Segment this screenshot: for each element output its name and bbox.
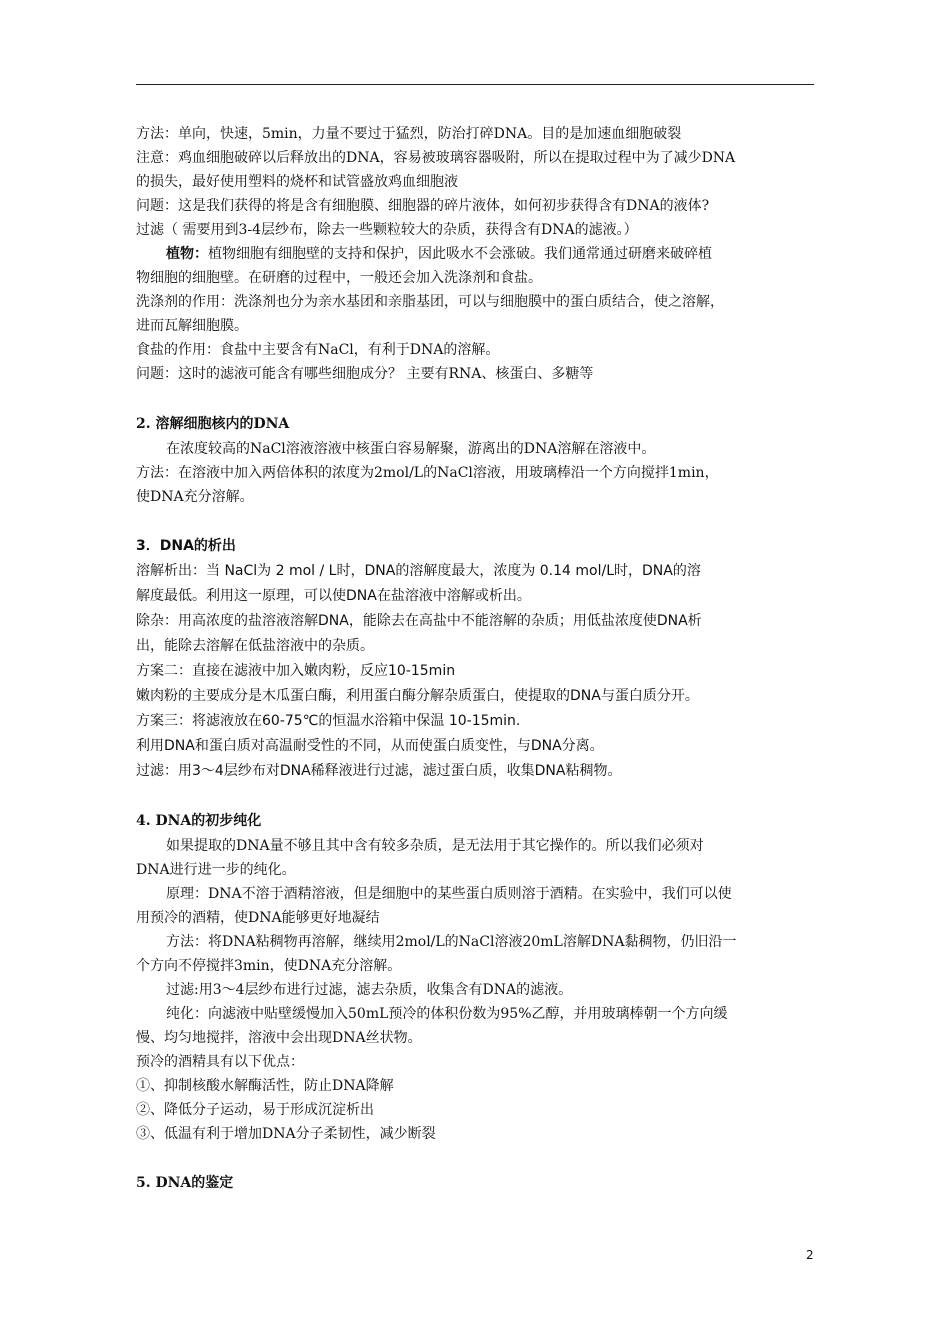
section-5-heading: 5. DNA的鉴定 <box>136 1175 234 1191</box>
paragraph-line: 过滤:用3～4层纱布进行过滤，滤去杂质，收集含有DNA的滤液。 <box>166 982 573 998</box>
spacer <box>136 784 816 808</box>
paragraph-line: 用预冷的酒精，使DNA能够更好地凝结 <box>136 910 380 926</box>
plant-label: 植物： <box>166 246 208 262</box>
paragraph-line: 洗涤剂的作用：洗涤剂也分为亲水基团和亲脂基团，可以与细胞膜中的蛋白质结合，使之溶解， <box>136 294 724 310</box>
section-4-body <box>136 834 816 1146</box>
paragraph-line: 过滤：用3～4层纱布对DNA稀释液进行过滤，滤过蛋白质，收集DNA粘稠物。 <box>136 763 622 779</box>
paragraph-line: 解度最低。利用这一原理，可以使DNA在盐溶液中溶解或析出。 <box>136 588 531 604</box>
header-rule <box>136 84 814 85</box>
paragraph-line: 预冷的酒精具有以下优点： <box>136 1054 304 1070</box>
spacer <box>136 386 816 411</box>
spacer <box>136 509 816 534</box>
plant-text: 植物细胞有细胞壁的支持和保护，因此吸水不会涨破。我们通常通过研磨来破碎植 <box>208 246 712 262</box>
section-4-heading: 4. DNA的初步纯化 <box>136 813 262 829</box>
paragraph-line: DNA进行进一步的纯化。 <box>136 862 296 878</box>
paragraph-line: 物细胞的细胞壁。在研磨的过程中，一般还会加入洗涤剂和食盐。 <box>136 270 542 286</box>
paragraph-line: 原理：DNA不溶于酒精溶液，但是细胞中的某些蛋白质则溶于酒精。在实验中，我们可以使 <box>166 886 732 902</box>
page-number: 2 <box>806 1248 814 1262</box>
paragraph-line: 方法：在溶液中加入两倍体积的浓度为2mol/L的NaCl溶液，用玻璃棒沿一个方向搅拌1min， <box>136 465 719 481</box>
paragraph-line: 慢、均匀地搅拌，溶液中会出现DNA丝状物。 <box>136 1030 422 1046</box>
paragraph-line: 食盐的作用：食盐中主要含有NaCl，有利于DNA的溶解。 <box>136 342 500 358</box>
paragraph-line: 在浓度较高的NaCl溶液溶液中核蛋白容易解聚，游离出的DNA溶解在溶液中。 <box>166 441 656 457</box>
paragraph-line: 出，能除去溶解在低盐溶液中的杂质。 <box>136 638 374 654</box>
paragraph-line: 如果提取的DNA量不够且其中含有较多杂质，是无法用于其它操作的。所以我们必须对 <box>166 838 704 854</box>
spacer <box>136 1146 816 1170</box>
paragraph-line: 嫩肉粉的主要成分是木瓜蛋白酶，利用蛋白酶分解杂质蛋白，使提取的DNA与蛋白质分开。 <box>136 688 699 704</box>
paragraph-line: ③、低温有利于增加DNA分子柔韧性，减少断裂 <box>136 1126 436 1142</box>
paragraph-line: 个方向不停搅拌3min，使DNA充分溶解。 <box>136 958 402 974</box>
paragraph-line: 利用DNA和蛋白质对高温耐受性的不同，从而使蛋白质变性，与DNA分离。 <box>136 738 604 754</box>
paragraph-line: 问题：这时的滤液可能含有哪些细胞成分？ 主要有RNA、核蛋白、多糖等 <box>136 366 594 382</box>
section-2-heading: 2. 溶解细胞核内的DNA <box>136 416 290 432</box>
paragraph-line: 除杂：用高浓度的盐溶液溶解DNA，能除去在高盐中不能溶解的杂质；用低盐浓度使DNA析 <box>136 613 702 629</box>
plant-paragraph <box>136 242 816 266</box>
paragraph-line: 溶解析出：当 NaCl为 2 mol / L时，DNA的溶解度最大，浓度为 0.14 mol/L时，DNA的溶 <box>136 563 701 579</box>
paragraph-line: 进而瓦解细胞膜。 <box>136 318 248 334</box>
document-body <box>136 122 816 1196</box>
paragraph-line: 使DNA充分溶解。 <box>136 489 254 505</box>
paragraph-line: 方案三：将滤液放在60-75℃的恒温水浴箱中保温 10-15min. <box>136 713 521 729</box>
section-3 <box>136 534 816 784</box>
paragraph-line: 注意：鸡血细胞破碎以后释放出的DNA，容易被玻璃容器吸附，所以在提取过程中为了减少DNA <box>136 150 736 166</box>
paragraph-line: 方案二：直接在滤液中加入嫩肉粉，反应10-15min <box>136 663 456 679</box>
section-3-heading: 3．DNA的析出 <box>136 538 236 554</box>
paragraph-line: 方法：将DNA粘稠物再溶解，继续用2mol/L的NaCl溶液20mL溶解DNA黏稠物，仍旧沿一 <box>166 934 737 950</box>
paragraph-line: ①、抑制核酸水解酶活性，防止DNA降解 <box>136 1078 394 1094</box>
paragraph-line: 过滤（ 需要用到3-4层纱布，除去一些颗粒较大的杂质，获得含有DNA的滤液。） <box>136 222 638 238</box>
paragraph-line: 方法：单向，快速，5min，力量不要过于猛烈，防治打碎DNA。目的是加速血细胞破裂 <box>136 126 682 142</box>
paragraph-line: 纯化：向滤液中贴壁缓慢加入50mL预冷的体积份数为95%乙醇，并用玻璃棒朝一个方向缓 <box>166 1006 728 1022</box>
paragraph-line: ②、降低分子运动，易于形成沉淀析出 <box>136 1102 374 1118</box>
paragraph-line: 的损失，最好使用塑料的烧杯和试管盛放鸡血细胞液 <box>136 174 458 190</box>
paragraph-line: 问题：这是我们获得的将是含有细胞膜、细胞器的碎片液体，如何初步获得含有DNA的液体? <box>136 198 710 214</box>
